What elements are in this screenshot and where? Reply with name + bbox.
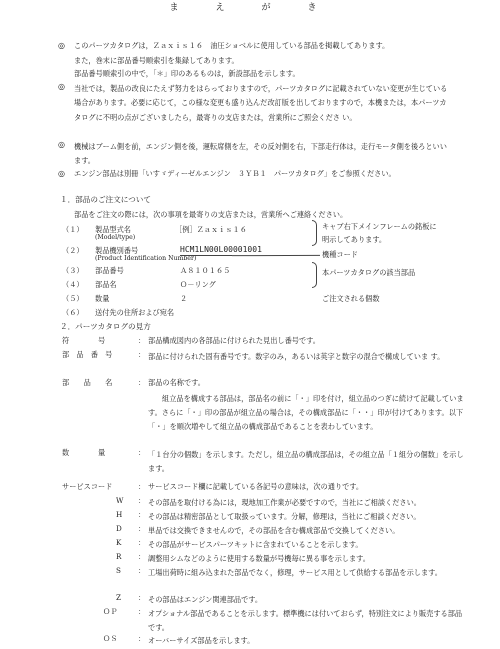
service-code: Z bbox=[116, 593, 121, 602]
service-code-description: 単品では交換できませんので，その部品を含む構成部品で交換してください。 bbox=[148, 526, 400, 535]
field-label: 数 量 bbox=[62, 448, 106, 457]
order-item-no: （１） bbox=[62, 225, 84, 234]
order-item-label: 部品番号 bbox=[95, 266, 124, 275]
leader-line bbox=[232, 255, 320, 256]
order-item-no: （３） bbox=[62, 266, 84, 275]
colon: ： bbox=[138, 566, 146, 575]
order-item-value: ［例］Ｚａｘｉｓ１６ bbox=[175, 225, 247, 234]
service-code: R bbox=[116, 552, 122, 561]
note-part: 本パーツカタログの該当部品 bbox=[322, 268, 416, 277]
service-code-description: オーバーサイズ部品を示します。 bbox=[148, 636, 255, 645]
colon: ： bbox=[138, 336, 146, 345]
bracket-line bbox=[312, 262, 317, 288]
bullet-mark: ◎ bbox=[58, 169, 65, 178]
service-code-lead: サービスコード欄に記載している各記号の意味は，次の通りです。 bbox=[148, 482, 364, 491]
order-item-no: （６） bbox=[62, 308, 84, 317]
service-code-description: オプショナル部品であることを示します。標準機には付いておらず，特別注文により販売する部品です。 bbox=[148, 609, 463, 632]
service-code: S bbox=[116, 566, 121, 575]
colon: ： bbox=[138, 496, 146, 505]
intro-paragraph-2b: 部品番号順索引の中で，「＊」印のあるものは，新設部品を示します。 bbox=[74, 69, 300, 78]
note-nameplate-1: キャブ右下メインフレームの銘板に bbox=[322, 222, 437, 231]
order-item-no: （５） bbox=[62, 294, 84, 303]
section-1-heading: １．部品のご注文について bbox=[60, 195, 151, 204]
service-code: W bbox=[116, 496, 124, 505]
order-item-label: 送付先の住所および宛名 bbox=[95, 308, 175, 317]
service-code: D bbox=[116, 524, 122, 533]
service-code-label: サービスコード bbox=[62, 482, 113, 491]
colon: ： bbox=[138, 634, 146, 643]
order-item-value: Ａ８１０１６５ bbox=[180, 266, 231, 275]
service-code-description: その部品がサービスパーツキットに含まれていることを示します。 bbox=[148, 540, 363, 549]
colon: ： bbox=[138, 593, 146, 602]
intro-paragraph-4: 機械はブーム側を前，エンジン側を後，運転席側を左，その反対側を右，下部走行体は，走行モータ側を後ろといいます。 bbox=[74, 142, 447, 165]
colon: ： bbox=[138, 552, 146, 561]
service-code-description: その部品を取付ける為には，現地加工作業が必要ですので，当社にご相談ください。 bbox=[148, 498, 421, 507]
field-description: 「１台分の個数」を示します。ただし，組立品の構成部品は，その組立品「１組分の個数」を示します。 bbox=[148, 450, 464, 473]
service-code-description: その部品はエンジン関連部品です。 bbox=[148, 595, 263, 604]
page-title: ま え が き bbox=[169, 3, 331, 13]
order-item-no: （２） bbox=[62, 246, 84, 255]
order-item-no: （４） bbox=[62, 280, 84, 289]
order-item-value: HCM1LN00L00001001 bbox=[180, 245, 262, 254]
section-1-lead: 部品をご注文の際には，次の事項を最寄りの支店または，営業所へご連絡ください。 bbox=[74, 210, 348, 219]
service-code: ＯＰ bbox=[103, 607, 118, 616]
service-code: K bbox=[116, 538, 122, 547]
colon: ： bbox=[138, 524, 146, 533]
colon: ： bbox=[138, 538, 146, 547]
bullet-mark: ◎ bbox=[58, 41, 65, 50]
order-item-sub: (Model/type) bbox=[95, 234, 136, 241]
section-2-heading: ２．パーツカタログの見方 bbox=[60, 322, 151, 331]
note-quantity: ご注文される個数 bbox=[322, 294, 380, 303]
service-code-description: その部品は精密部品として取扱っています。分解，修理は，当社にご相談ください。 bbox=[148, 512, 421, 521]
colon: ： bbox=[138, 350, 146, 359]
underline-model-code bbox=[180, 255, 232, 256]
bullet-mark: ◎ bbox=[58, 140, 65, 149]
intro-paragraph-5: エンジン部品は別冊「いすゞディーゼルエンジン ３ＹＢ１ パーツカタログ」をご参照ください。 bbox=[74, 169, 396, 178]
intro-paragraph-3: 当社では，製品の改良にたえず努力をはらっておりますので，パーツカタログに記載されていない変更が生じている場合があります。必要に応じて，この様な変更も盛り込んだ改訂版を出しておりますので，本機または，本パーツカタログに不明の点がございましたら，最寄りの支店または，営業所にご照会くださ い。 bbox=[74, 84, 448, 122]
colon: ： bbox=[138, 482, 146, 491]
note-nameplate-2: 明示してあります。 bbox=[322, 235, 387, 244]
order-item-value: ２ bbox=[180, 294, 188, 303]
colon: ： bbox=[138, 607, 146, 616]
order-item-label: 数量 bbox=[95, 294, 110, 303]
field-label: 部 品 名 bbox=[62, 378, 113, 387]
service-code-description: 調整用シムなどのように使用する数量が号機毎に異る事を示します。 bbox=[148, 554, 370, 563]
field-label: 符 号 bbox=[62, 336, 106, 345]
colon: ： bbox=[138, 510, 146, 519]
field-label: 部 品 番 号 bbox=[62, 350, 113, 359]
order-item-sub: (Product Identification Number) bbox=[95, 255, 197, 262]
order-item-label: 製品型式名 bbox=[95, 225, 131, 234]
bracket-line bbox=[312, 220, 317, 246]
order-item-label: 部品名 bbox=[95, 280, 117, 289]
field-description: 部品の名称です。 bbox=[148, 378, 205, 387]
colon: ： bbox=[138, 448, 146, 457]
order-item-value: Ｏ－リング bbox=[180, 280, 216, 289]
field-description: 部品構成図内の各部品に付けられた見出し番号です。 bbox=[148, 336, 320, 345]
service-code-description: 工場出荷時に組み込まれた部品でなく，修理，サービス用として供給する部品を示します。 bbox=[148, 568, 442, 577]
intro-paragraph-2a: また，巻末に部品番号順索引を集録してあります。 bbox=[74, 56, 239, 65]
intro-paragraph-1: このパーツカタログは，Ｚａｘｉｓ１６ 油圧ショベルに使用している部品を掲載してあります。 bbox=[74, 41, 390, 50]
note-model-code: 機種コード bbox=[322, 250, 358, 259]
field-description-detail: 組立品を構成する部品は，部品名の前に「・」印を付け，組立品のつぎに続けて記載しています。さらに「・」印の部品が組立品の場合は，その構成部品に「・・」印が付けてあります。以下「・」を順次増やして組立品の構成部品であることを表わしています。 bbox=[148, 394, 464, 431]
service-code: ＯＳ bbox=[103, 634, 118, 643]
field-description: 部品に付けられた固有番号です。数字のみ，あるいは英字と数字の混合で構成していま す。 bbox=[148, 352, 445, 361]
service-code: H bbox=[116, 510, 123, 519]
order-item-label: 製品機別番号 bbox=[95, 246, 139, 255]
bullet-mark: ◎ bbox=[58, 82, 65, 91]
colon: ： bbox=[138, 378, 146, 387]
